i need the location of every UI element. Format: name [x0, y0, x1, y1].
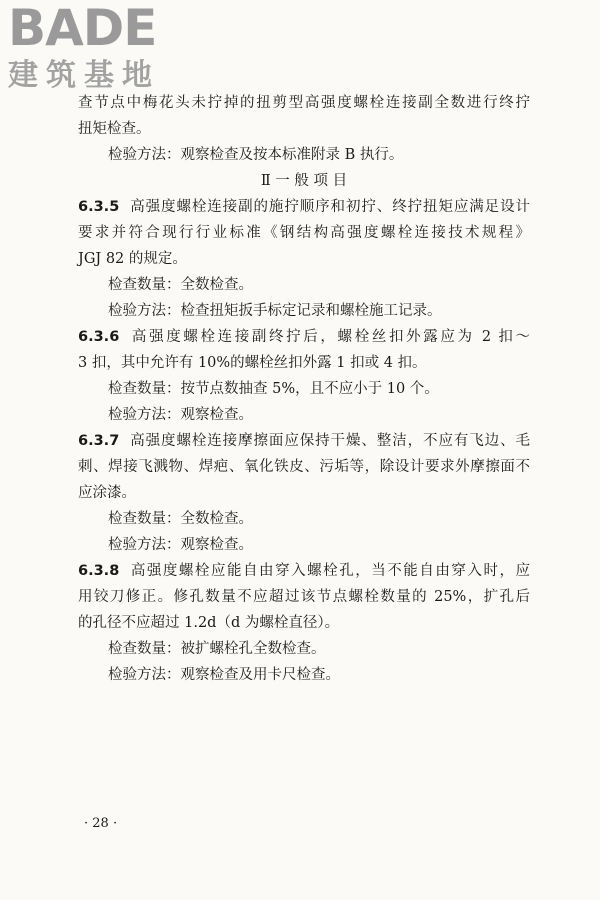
- page-number: · 28 ·: [84, 816, 118, 831]
- clause-text: 高强度螺栓连接副的施拧顺序和初拧、终拧扭矩应满足设计: [129, 199, 530, 215]
- paragraph-line: 用铰刀修正。修孔数量不应超过该节点螺栓数量的 25%，扩孔后: [78, 589, 530, 605]
- document-body: [78, 90, 530, 688]
- clause-6-3-7: [78, 428, 530, 454]
- clause-text: 高强度螺栓应能自由穿入螺栓孔，当不能自由穿入时，应: [129, 563, 530, 579]
- paragraph-line: 刺、焊接飞溅物、焊疤、氧化铁皮、污垢等，除设计要求外摩擦面不: [78, 459, 530, 475]
- inspection-quantity: 检查数量：被扩螺栓孔全数检查。: [108, 641, 326, 657]
- clause-6-3-6: [78, 324, 530, 350]
- clause-number: 6.3.7: [78, 433, 120, 449]
- watermark-logo: [6, 0, 186, 96]
- clause-6-3-5: [78, 194, 530, 220]
- clause-number: 6.3.6: [78, 329, 120, 345]
- paragraph-line: 3 扣，其中允许有 10%的螺栓丝扣外露 1 扣或 4 扣。: [78, 355, 427, 371]
- inspection-quantity: 检查数量：按节点数抽查 5%，且不应小于 10 个。: [108, 381, 439, 397]
- clause-number: 6.3.5: [78, 199, 120, 215]
- inspection-quantity: 检查数量：全数检查。: [108, 277, 253, 293]
- inspection-method: 检验方法：观察检查。: [108, 537, 253, 553]
- paragraph-line: 查节点中梅花头未拧掉的扭剪型高强度螺栓连接副全数进行终拧: [78, 95, 530, 111]
- paragraph-line: JGJ 82 的规定。: [78, 251, 187, 267]
- clause-text: 高强度螺栓连接副终拧后，螺栓丝扣外露应为 2 扣～: [129, 329, 530, 345]
- paragraph-line: 的孔径不应超过 1.2d（d 为螺栓直径）。: [78, 615, 340, 631]
- paragraph-line: 扭矩检查。: [78, 121, 151, 137]
- inspection-method: 检验方法：观察检查。: [108, 407, 253, 423]
- inspection-quantity: 检查数量：全数检查。: [108, 511, 253, 527]
- paragraph-line: 要求并符合现行行业标准《钢结构高强度螺栓连接技术规程》: [78, 225, 530, 241]
- section-heading: Ⅱ 一 般 项 目: [260, 173, 348, 189]
- inspection-method: 检验方法：观察检查及按本标准附录 B 执行。: [108, 147, 404, 163]
- clause-number: 6.3.8: [78, 563, 120, 579]
- inspection-method: 检验方法：观察检查及用卡尺检查。: [108, 667, 340, 683]
- paragraph-line: 应涂漆。: [78, 485, 136, 501]
- clause-6-3-8: [78, 558, 530, 584]
- clause-text: 高强度螺栓连接摩擦面应保持干燥、整洁，不应有飞边、毛: [129, 433, 530, 449]
- watermark-logo-text: BADE: [8, 0, 157, 57]
- inspection-method: 检验方法：检查扭矩扳手标定记录和螺栓施工记录。: [108, 303, 442, 319]
- watermark-subtitle: 建筑基地: [8, 58, 160, 93]
